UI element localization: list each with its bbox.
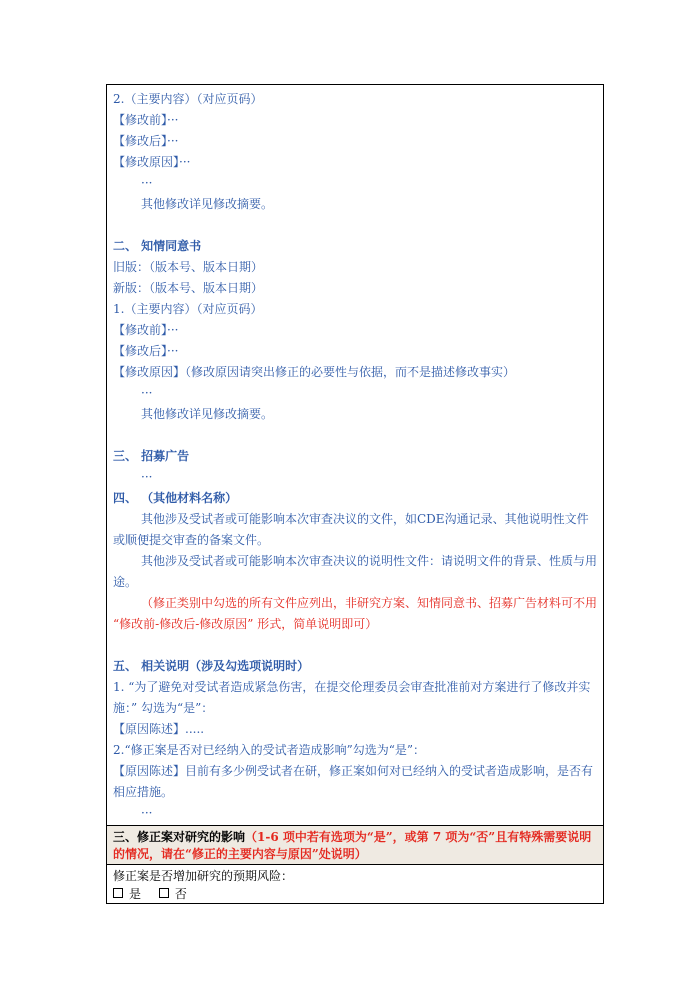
checkbox-icon[interactable] <box>159 888 169 898</box>
consent-other: 其他修改详见修改摘要。 <box>141 407 274 421</box>
consent-before: 【修改前】··· <box>113 323 179 337</box>
protocol-reason: 【修改原因】··· <box>113 155 191 169</box>
consent-reason: 【修改原因】（修改原因请突出修正的必要性与依据，而不是描述修改事实） <box>113 365 516 379</box>
risk-question: 修正案是否增加研究的预期风险： <box>113 869 294 883</box>
consent-old-version: 旧版：（版本号、版本日期） <box>113 260 264 274</box>
consent-ellipsis: ··· <box>141 386 153 400</box>
consent-new-version: 新版：（版本号、版本日期） <box>113 281 264 295</box>
risk-yes-option[interactable] <box>113 885 141 903</box>
form-table <box>106 84 604 904</box>
related-item2-reason: 【原因陈述】目前有多少例受试者在研，修正案如何对已经纳入的受试者造成影响，是否有相应措施。 <box>113 764 594 799</box>
protocol-other: 其他修改详见修改摘要。 <box>141 197 274 211</box>
other-materials-para1: 其他涉及受试者或可能影响本次审查决议的文件，如CDE沟通记录、其他说明性文件或顺便提交审查的备案文件。 <box>113 512 589 547</box>
other-materials-heading: 四、 （其他材料名称） <box>113 491 238 505</box>
related-heading: 五、 相关说明（涉及勾选项说明时） <box>113 659 310 673</box>
other-materials-note: （修正类别中勾选的所有文件应列出，非研究方案、知情同意书、招募广告材料可不用 “修改前-修改后-修改原因” 形式，简单说明即可） <box>113 596 598 631</box>
section3-header <box>107 825 603 865</box>
protocol-item2-title: 2.（主要内容）（对应页码） <box>113 92 263 106</box>
protocol-after: 【修改后】··· <box>113 134 179 148</box>
related-item1: 1. “为了避免对受试者造成紧急伤害，在提交伦理委员会审查批准前对方案进行了修改并实施：” 勾选为“是”： <box>113 680 591 715</box>
consent-heading: 二、 知情同意书 <box>113 239 202 253</box>
risk-yes-label: 是 <box>129 887 142 901</box>
section3-title: 三、修正案对研究的影响 <box>113 830 246 844</box>
other-materials-para2: 其他涉及受试者或可能影响本次审查决议的说明性文件：请说明文件的背景、性质与用途。 <box>113 554 598 589</box>
risk-no-option[interactable] <box>159 885 187 903</box>
consent-after: 【修改后】··· <box>113 344 179 358</box>
risk-no-label: 否 <box>174 887 187 901</box>
protocol-before: 【修改前】··· <box>113 113 179 127</box>
recruit-heading: 三、 招募广告 <box>113 449 190 463</box>
checkbox-icon[interactable] <box>113 888 123 898</box>
recruit-ellipsis: ··· <box>141 470 153 484</box>
related-item2: 2.“修正案是否对已经纳入的受试者造成影响”勾选为“是”： <box>113 743 425 757</box>
risk-question-cell <box>107 865 603 903</box>
modification-content-cell <box>107 85 603 825</box>
protocol-ellipsis: ··· <box>141 176 153 190</box>
section3-note: （1-6 项中若有选项为“是”，或第 7 项为“否”且有特殊需要说明的情况，请在“修正的主要内容与原因”处说明） <box>113 830 592 861</box>
related-item1-reason: 【原因陈述】..... <box>113 722 205 736</box>
related-ellipsis: ··· <box>141 806 153 820</box>
consent-item1-title: 1.（主要内容）（对应页码） <box>113 302 263 316</box>
